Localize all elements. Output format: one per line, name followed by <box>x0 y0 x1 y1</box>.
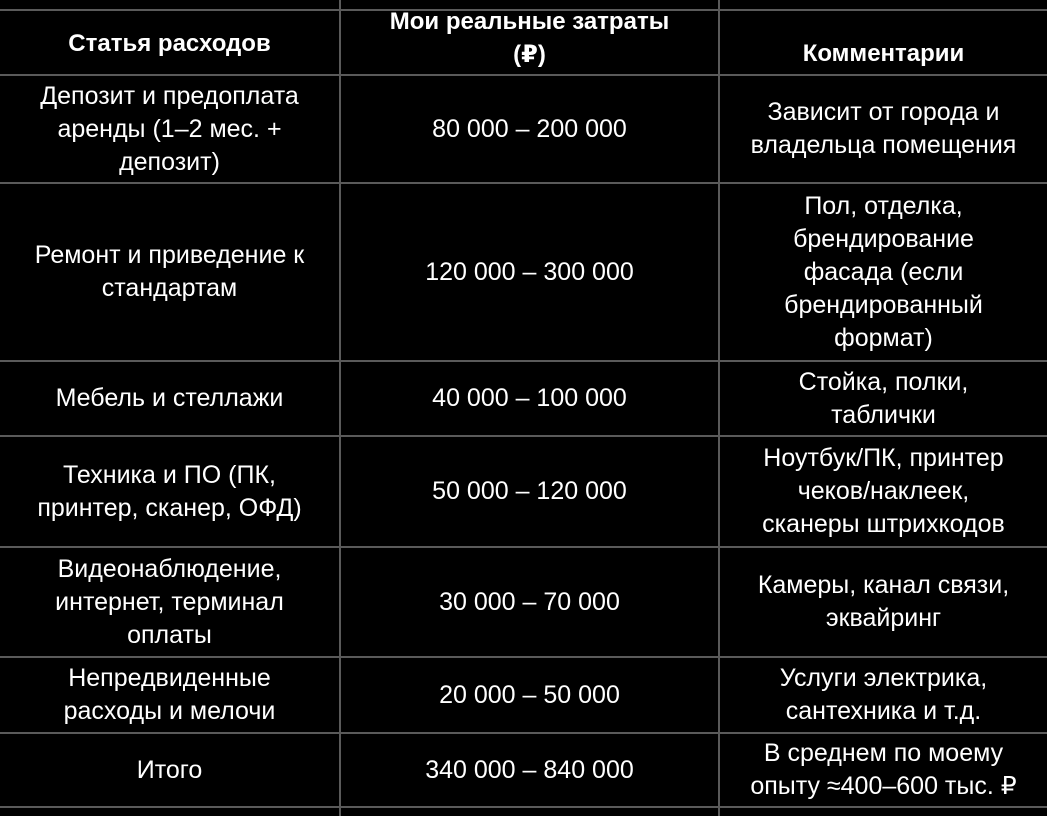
table-cell-comment <box>720 548 1047 656</box>
table-cell-cost <box>341 437 718 546</box>
cost-line: 50 000 – 120 000 <box>432 477 627 505</box>
comment-line: Камеры, канал связи, <box>757 571 1010 599</box>
table-cell-cost <box>341 548 718 656</box>
cost-line: 30 000 – 70 000 <box>439 587 620 616</box>
comment-line: Стойка, полки, <box>798 367 969 396</box>
table-cell-comment <box>720 658 1047 732</box>
table-cell-comment <box>720 76 1047 182</box>
table-cell-cost <box>341 184 718 360</box>
comment-line: чеков/наклеек, <box>797 477 970 505</box>
comment-line: брендированный <box>784 290 983 319</box>
table-cell-cost <box>341 658 718 732</box>
table-cell-cost <box>341 76 718 182</box>
comment-line: Услуги электрика, <box>779 664 988 692</box>
table-cell-comment <box>720 734 1047 806</box>
item-line: оплаты <box>127 620 212 649</box>
comment-line: опыту ≈400–600 тыс. ₽ <box>750 772 1017 800</box>
item-line: депозит) <box>119 147 220 176</box>
table-cell-cost <box>341 734 718 806</box>
comment-line: фасада (если <box>803 257 964 286</box>
header-item: Статья расходов <box>68 29 271 57</box>
comment-line: брендирование <box>793 224 974 253</box>
cost-line: 40 000 – 100 000 <box>432 384 627 412</box>
comment-line: Ноутбук/ПК, принтер <box>763 444 1004 472</box>
comment-line: В среднем по моему <box>763 739 1004 767</box>
table-cell-item <box>0 76 339 182</box>
item-line: интернет, терминал <box>55 587 284 616</box>
item-line: принтер, сканер, ОФД) <box>37 493 302 522</box>
item-line: Непредвиденные <box>68 664 271 692</box>
item-line: расходы и мелочи <box>63 697 276 725</box>
table-cell-item <box>0 734 339 806</box>
table-cell-item <box>0 184 339 360</box>
cost-line: 340 000 – 840 000 <box>425 755 634 784</box>
comment-line: таблички <box>831 400 936 429</box>
comment-line: Зависит от города и <box>767 98 1000 126</box>
header-cost: Мои реальные затраты (₽) <box>389 7 670 68</box>
row-divider-bottom <box>0 806 1047 808</box>
comment-line: эквайринг <box>825 604 942 632</box>
header-comment: Комментарии <box>802 39 965 67</box>
item-line: Мебель и стеллажи <box>55 384 284 412</box>
item-line: Техника и ПО (ПК, <box>63 460 276 489</box>
table-cell-item <box>0 658 339 732</box>
table-cell-item <box>0 362 339 435</box>
comment-line: Пол, отделка, <box>804 191 963 220</box>
table-cell-item <box>0 548 339 656</box>
comment-line: сканеры штрихкодов <box>762 510 1005 538</box>
table-cell-comment <box>720 437 1047 546</box>
item-line: Итого <box>136 755 203 784</box>
table-cell-comment <box>720 362 1047 435</box>
comment-line: сантехника и т.д. <box>785 697 982 725</box>
cost-line: 120 000 – 300 000 <box>425 257 634 286</box>
cost-line: 80 000 – 200 000 <box>432 114 627 143</box>
comment-line: владельца помещения <box>750 131 1017 159</box>
item-line: Видеонаблюдение, <box>57 554 282 583</box>
item-line: Депозит и предоплата <box>40 81 299 110</box>
item-line: стандартам <box>101 274 238 302</box>
table-cell-cost <box>341 362 718 435</box>
item-line: Ремонт и приведение к <box>34 241 305 269</box>
comment-line: формат) <box>834 323 933 352</box>
cost-line: 20 000 – 50 000 <box>439 680 620 709</box>
item-line: аренды (1–2 мес. + <box>57 114 282 143</box>
table-cell-comment <box>720 184 1047 360</box>
table-cell-item <box>0 437 339 546</box>
